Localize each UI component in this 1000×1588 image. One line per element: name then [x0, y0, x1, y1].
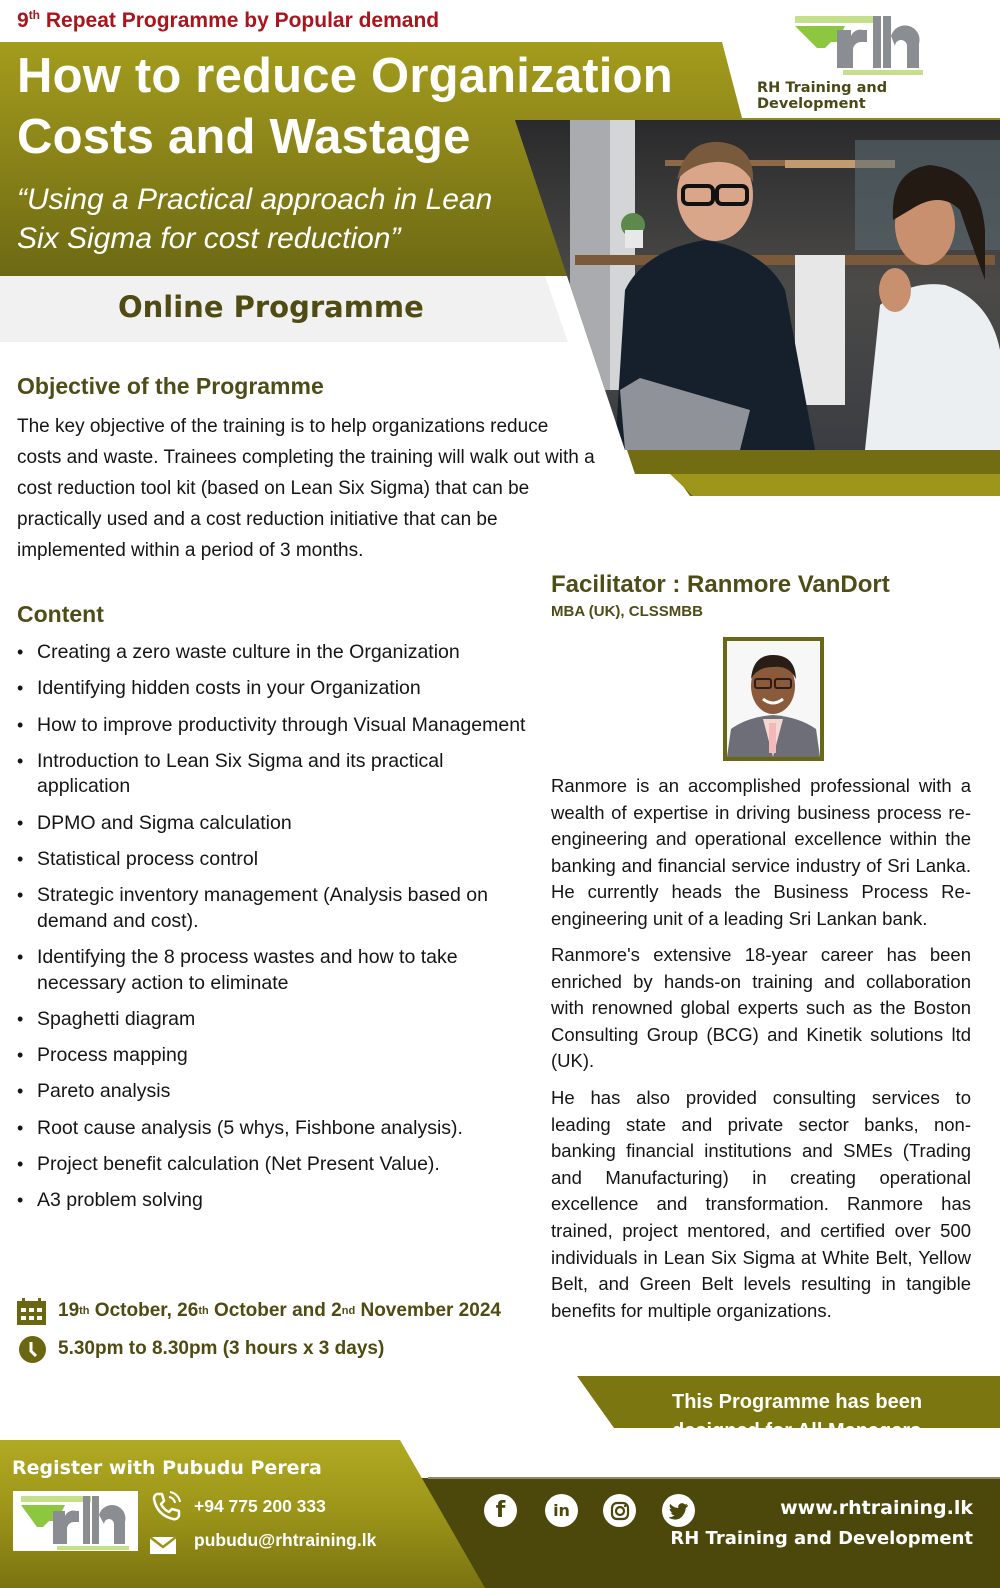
facebook-icon[interactable]: f — [484, 1494, 517, 1527]
facilitator-portrait — [723, 637, 824, 761]
email-link[interactable]: pubudu@rhtraining.lk — [194, 1530, 377, 1550]
objective-heading: Objective of the Programme — [17, 373, 324, 399]
page-title: How to reduce Organization Costs and Wastage — [17, 49, 673, 164]
twitter-icon[interactable] — [662, 1494, 695, 1527]
list-item: • DPMO and Sigma calculation — [17, 811, 537, 837]
list-item: • Spaghetti diagram — [17, 1007, 537, 1033]
list-item: • Introduction to Lean Six Sigma and its practical application — [17, 749, 537, 800]
linkedin-icon[interactable]: in — [545, 1494, 578, 1527]
date-row: 19 th October, 26 th October and 2 nd November 2024 — [17, 1292, 501, 1330]
repeat-tagline: 9th Repeat Programme by Popular demand — [17, 8, 440, 32]
mode-label: Online Programme — [118, 290, 424, 324]
footer-brand: RH Training and Development — [670, 1528, 973, 1549]
time-row: 5.30pm to 8.30pm (3 hours x 3 days) — [17, 1330, 501, 1368]
content-heading: Content — [17, 601, 104, 627]
facilitator-qualifications: MBA (UK), CLSSMBB — [551, 603, 703, 620]
instagram-icon[interactable] — [603, 1494, 636, 1527]
list-item: • Process mapping — [17, 1043, 537, 1069]
rh-logo-icon — [795, 14, 925, 76]
audience-text: This Programme has been designed for All Managers — [672, 1391, 923, 1442]
calendar-icon — [17, 1298, 46, 1325]
facilitator-heading: Facilitator : Ranmore VanDort — [551, 571, 890, 598]
facilitator-bio: Ranmore's extensive 18-year career has been enriched by hands-on training and collaboration with renowned global experts such as the Boston Consulting Group (BCG) and Kinetik solutions ltd (UK). — [551, 944, 971, 1072]
footer-logo — [13, 1491, 138, 1551]
list-item: • Project benefit calculation (Net Present Value). — [17, 1152, 537, 1178]
list-item: • Statistical process control — [17, 847, 537, 873]
content-list — [17, 640, 537, 1225]
list-item: • Root cause analysis (5 whys, Fishbone analysis). — [17, 1116, 537, 1142]
list-item: • Identifying hidden costs in your Organization — [17, 676, 537, 702]
list-item: • Pareto analysis — [17, 1079, 537, 1105]
hero-photo — [515, 120, 1000, 450]
subtitle: “Using a Practical approach in Lean Six Sigma for cost reduction” — [17, 183, 493, 255]
list-item: • Creating a zero waste culture in the Organization — [17, 640, 537, 666]
list-item: • How to improve productivity through Visual Management — [17, 713, 537, 739]
schedule — [17, 1292, 501, 1368]
list-item: • A3 problem solving — [17, 1188, 537, 1214]
facilitator-bio: He has also provided consulting services to leading state and private sector banks, non-banking financial institutions and SMEs (Trading and Manufacturing) in creating operational excellence and transformation. Ranmore has trained, project mentored, and certified over 500 individuals in Lean Six Sigma at White Belt, Yellow Belt, and Green Belt levels resulting in tangible benefits for multiple organizations. — [551, 1087, 971, 1321]
list-item: • Strategic inventory management (Analysis based on demand and cost). — [17, 883, 537, 934]
register-label: Register with Pubudu Perera — [12, 1457, 322, 1479]
clock-icon — [19, 1336, 46, 1363]
website-link[interactable]: www.rhtraining.lk — [780, 1497, 973, 1519]
brand-name: RH Training and Development — [757, 80, 888, 112]
mail-icon — [150, 1533, 178, 1555]
list-item: • Identifying the 8 process wastes and how to take necessary action to eliminate — [17, 945, 537, 996]
footer-divider — [428, 1477, 1000, 1479]
objective-text: The key objective of the training is to help organizations reduce costs and waste. Trainees completing the training will walk out with a cost reduction tool kit (based on Lean Six Sigma) that can be practically used and a cost reduction initiative that can be implemented within a period of 3 months. — [17, 416, 595, 561]
phone-icon — [150, 1490, 182, 1522]
phone-number[interactable]: +94 775 200 333 — [194, 1496, 326, 1516]
facilitator-bio: Ranmore is an accomplished professional with a wealth of expertise in driving business process re-engineering and operational excellence within the banking and financial service industry of Sri Lanka. He currently heads the Business Process Re-engineering unit of a leading Sri Lankan bank. — [551, 775, 971, 929]
